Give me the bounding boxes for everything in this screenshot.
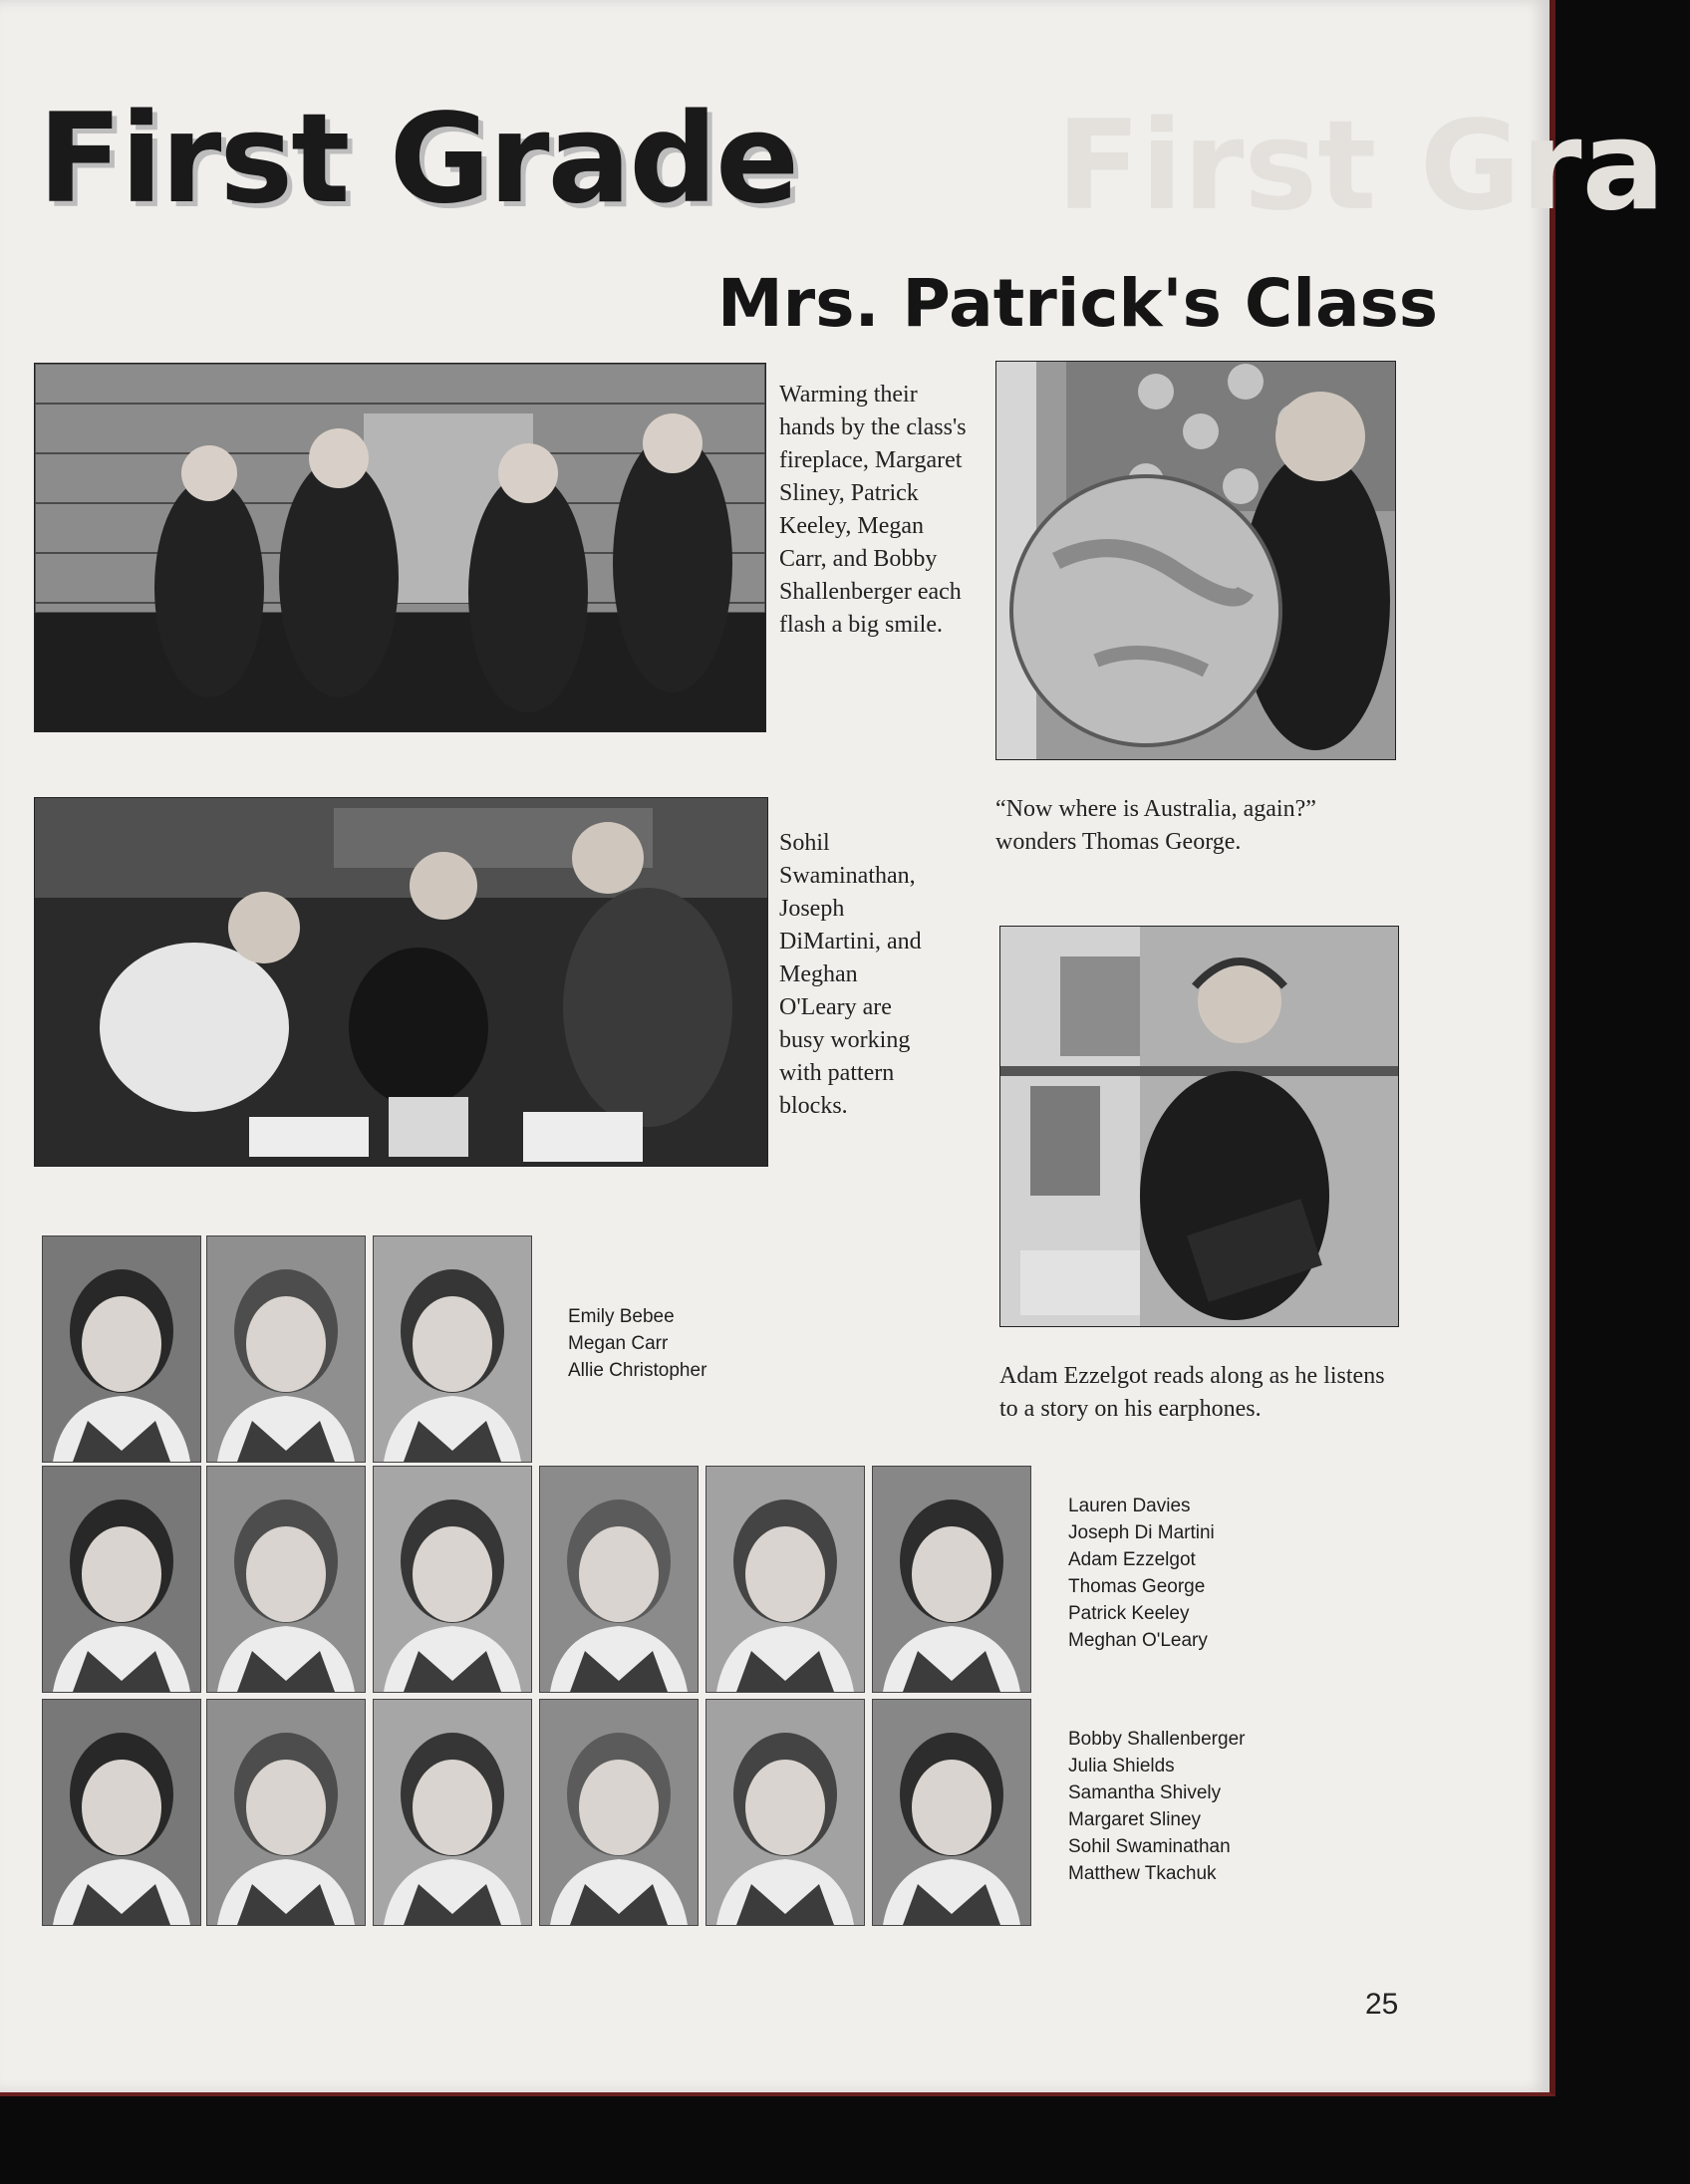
portrait-name: Sohil Swaminathan — [1068, 1836, 1231, 1857]
portrait-name: Julia Shields — [1068, 1756, 1175, 1776]
page-number: 25 — [1365, 1988, 1399, 2021]
portrait-name: Adam Ezzelgot — [1068, 1549, 1196, 1570]
student-portrait — [206, 1466, 366, 1693]
student-portrait — [206, 1235, 366, 1463]
portrait-name: Joseph Di Martini — [1068, 1522, 1215, 1543]
pattern-blocks-caption: Sohil Swaminathan, Joseph DiMartini, and Meghan O'Leary are busy working with pattern blocks. — [779, 830, 922, 1119]
globe-photo — [995, 361, 1396, 760]
student-portrait — [539, 1699, 699, 1926]
student-portrait — [705, 1466, 865, 1693]
pattern-blocks-photo — [34, 797, 768, 1167]
student-portrait — [705, 1699, 865, 1926]
portrait-name: Samantha Shively — [1068, 1782, 1222, 1803]
portrait-name: Lauren Davies — [1068, 1496, 1191, 1516]
portrait-name: Allie Christopher — [568, 1360, 707, 1381]
fireplace-photo — [34, 363, 766, 732]
student-portrait — [373, 1699, 532, 1926]
student-portrait — [206, 1699, 366, 1926]
portrait-row-3-names — [1068, 1726, 1245, 1887]
student-portrait — [42, 1699, 201, 1926]
bleed-through-text: First Gra — [1056, 95, 1666, 238]
student-portrait — [373, 1466, 532, 1693]
reading-photo — [999, 926, 1399, 1327]
portrait-name: Matthew Tkachuk — [1068, 1863, 1217, 1884]
portrait-name: Thomas George — [1068, 1576, 1206, 1597]
portrait-name: Patrick Keeley — [1068, 1603, 1190, 1624]
page-title: First Grade — [38, 88, 798, 231]
portrait-row-1-names — [568, 1303, 706, 1384]
student-portrait — [872, 1466, 1031, 1693]
reading-caption: Adam Ezzelgot reads along as he listens to a story on his earphones. — [999, 1363, 1385, 1422]
student-portrait — [872, 1699, 1031, 1926]
portrait-name: Margaret Sliney — [1068, 1809, 1202, 1830]
fireplace-caption: Warming their hands by the class's fireplace, Margaret Sliney, Patrick Keeley, Megan Carr, and Bobby Shallenberger each flash a big smile. — [779, 382, 967, 638]
student-portrait — [373, 1235, 532, 1463]
globe-caption: “Now where is Australia, again?” wonders Thomas George. — [995, 796, 1316, 855]
student-portrait — [42, 1235, 201, 1463]
portrait-name: Megan Carr — [568, 1333, 669, 1354]
portrait-name: Meghan O'Leary — [1068, 1630, 1208, 1651]
portrait-name: Bobby Shallenberger — [1068, 1729, 1246, 1750]
class-subtitle: Mrs. Patrick's Class — [717, 265, 1439, 342]
student-portrait — [539, 1466, 699, 1693]
student-portrait — [42, 1466, 201, 1693]
portrait-row-2-names — [1068, 1493, 1215, 1654]
portrait-name: Emily Bebee — [568, 1306, 675, 1327]
